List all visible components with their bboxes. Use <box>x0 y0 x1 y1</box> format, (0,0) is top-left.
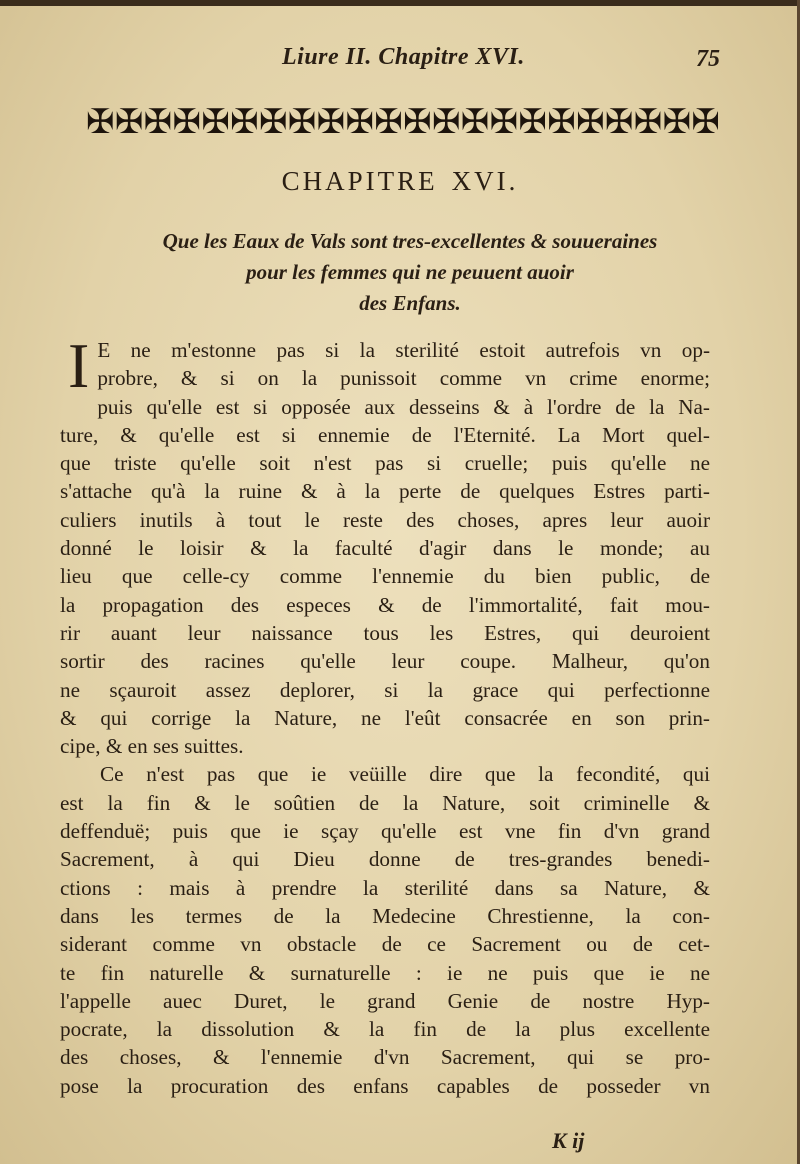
text-line: pose la procuration des enfans capables de posseder vn <box>60 1073 710 1098</box>
fleuron-icon: ✠ <box>518 104 545 141</box>
running-head-title: Liure II. Chapitre XVI. <box>282 44 525 70</box>
drop-cap: I <box>68 330 90 401</box>
subtitle-line: pour les femmes qui ne peuuent auoir <box>246 260 574 284</box>
fleuron-icon: ✠ <box>86 104 113 141</box>
text-line: & qui corrige la Nature, ne l'eût consacrée en son prin- <box>60 705 710 730</box>
fleuron-icon: ✠ <box>230 104 257 141</box>
paragraph-2 <box>60 760 710 1100</box>
chapter-label: CHAPITRE <box>281 166 438 196</box>
fleuron-icon: ✠ <box>633 104 661 141</box>
fleuron-icon: ✠ <box>576 104 603 141</box>
fleuron-icon: ✠ <box>547 104 574 141</box>
fleuron-icon: ✠ <box>604 104 632 141</box>
text-line: donné le loisir & la faculté d'agir dans le monde; au <box>60 536 710 561</box>
text-line: deffenduë; puis que ie sçay qu'elle est vne fin d'vn grand <box>60 819 710 844</box>
text-line: la propagation des especes & de l'immortalité, fait mou- <box>60 592 710 617</box>
fleuron-icon: ✠ <box>201 104 228 141</box>
text-line: ne sçauroit assez deplorer, si la grace qui perfectionne <box>60 677 710 702</box>
fleuron-icon: ✠ <box>258 104 286 141</box>
text-line: dans les termes de la Medecine Chrestienne, la con- <box>60 903 710 928</box>
text-line: pocrate, la dissolution & la fin de la plus excellente <box>60 1017 710 1042</box>
body-text <box>60 330 710 1100</box>
chapter-number: XVI. <box>451 166 519 196</box>
fleuron-icon: ✠ <box>172 104 199 141</box>
text-line: s'attache qu'à la ruine & à la perte de quelques Estres parti- <box>60 479 710 504</box>
chapter-heading <box>0 166 800 197</box>
running-head <box>0 44 800 80</box>
text-line: est la fin & le soûtien de la Nature, soit criminelle & <box>60 790 710 815</box>
paragraph-1 <box>60 330 710 760</box>
text-line: des choses, & l'ennemie d'vn Sacrement, qui se pro- <box>60 1045 710 1070</box>
text-line: probre, & si on la punissoit comme vn crime enorme; <box>97 366 710 391</box>
fleuron-icon: ✠ <box>114 104 142 141</box>
page-number: 75 <box>696 46 720 72</box>
text-line: l'appelle auec Duret, le grand Genie de nostre Hyp- <box>60 988 710 1013</box>
fleuron-icon: ✠ <box>403 104 430 141</box>
signature-mark: K ij <box>552 1128 585 1153</box>
subtitle-line: Que les Eaux de Vals sont tres-excellentes & souueraines <box>162 229 658 253</box>
fleuron-icon: ✠ <box>691 104 718 141</box>
text-line: E ne m'estonne pas si la sterilité estoit autrefois vn op- <box>97 338 710 362</box>
text-line: ture, & qu'elle est si ennemie de l'Eternité. La Mort quel- <box>60 422 710 447</box>
text-line: culiers inutils à tout le reste des choses, apres leur auoir <box>60 507 710 532</box>
text-line: ctions : mais à prendre la sterilité dans sa Nature, & <box>60 875 710 900</box>
text-line: cipe, & en ses suittes. <box>60 734 244 759</box>
fleuron-icon: ✠ <box>662 104 690 141</box>
text-line: sortir des racines qu'elle leur coupe. Malheur, qu'on <box>60 649 710 674</box>
fleuron-icon: ✠ <box>431 104 459 141</box>
text-line: Ce n'est pas que ie veüille dire que la fecondité, qui <box>100 762 710 787</box>
subtitle-line: des Enfans. <box>359 291 461 315</box>
fleuron-icon: ✠ <box>143 104 171 141</box>
text-line: que triste qu'elle soit n'est pas si cruelle; puis qu'elle ne <box>60 451 710 476</box>
fleuron-icon: ✠ <box>374 104 401 141</box>
text-line: rir auant leur naissance tous les Estres, qui deuroient <box>60 620 710 645</box>
page-top-edge <box>0 0 800 6</box>
text-line: puis qu'elle est si opposée aux desseins & à l'ordre de la Na- <box>97 394 710 419</box>
fleuron-icon: ✠ <box>489 104 517 141</box>
text-line: lieu que celle-cy comme l'ennemie du bien public, de <box>60 564 710 589</box>
fleuron-icon: ✠ <box>316 104 344 141</box>
text-line: siderant comme vn obstacle de ce Sacrement ou de cet- <box>60 932 710 957</box>
fleuron-icon: ✠ <box>460 104 488 141</box>
fleuron-icon: ✠ <box>287 104 315 141</box>
fleuron-icon: ✠ <box>345 104 372 141</box>
text-line: Sacrement, à qui Dieu donne de tres-grandes benedi- <box>60 847 710 872</box>
chapter-subtitle <box>110 226 710 319</box>
decorative-ornament-band <box>86 100 718 146</box>
text-line: te fin naturelle & surnaturelle : ie ne puis que ie ne <box>60 960 710 985</box>
